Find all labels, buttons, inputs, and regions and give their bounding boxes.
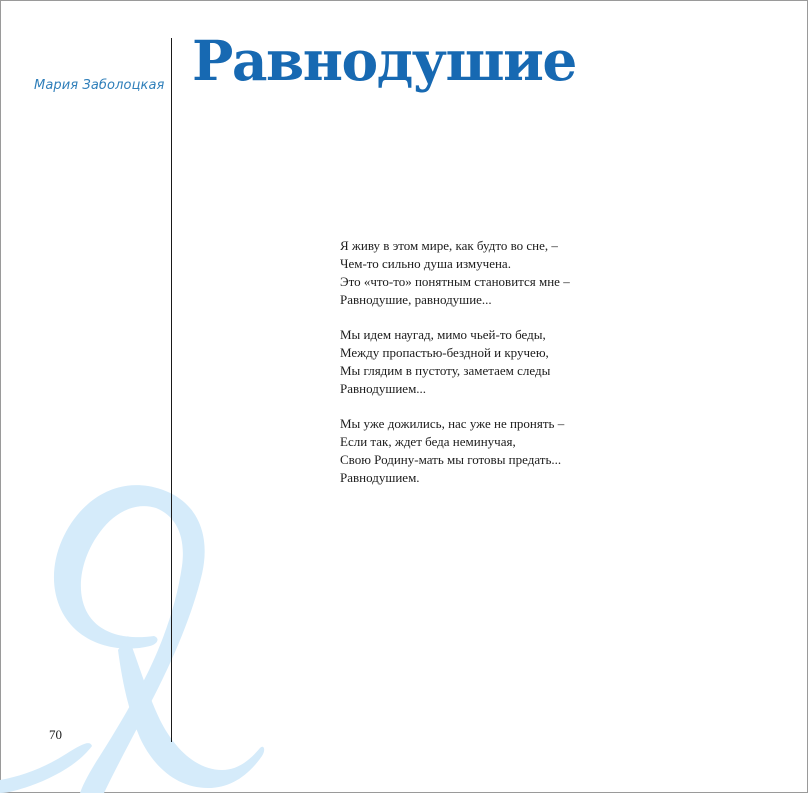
poem-body (340, 237, 570, 504)
poem-stanza-1 (340, 237, 570, 309)
page-bottom-margin (0, 793, 808, 809)
poem-stanza-2 (340, 326, 570, 398)
poem-line: Между пропастью-бездной и кручею, (340, 345, 549, 360)
poem-line: Равнодушие, равнодушие... (340, 292, 492, 307)
poem-line: Это «что-то» понятным становится мне – (340, 274, 570, 289)
poem-line: Мы уже дожились, нас уже не пронять – (340, 416, 565, 431)
poem-line: Мы глядим в пустоту, заметаем следы (340, 363, 551, 378)
poem-line: Я живу в этом мире, как будто во сне, – (340, 238, 558, 253)
decorative-letter-ya-shape (0, 470, 280, 793)
author-name: Мария Заболоцкая (34, 78, 165, 93)
poem-title: Равнодушие (192, 28, 576, 93)
poem-stanza-3 (340, 415, 570, 487)
vertical-divider (171, 38, 172, 742)
poem-line: Если так, ждет беда неминучая, (340, 434, 516, 449)
poem-line: Мы идем наугад, мимо чьей-то беды, (340, 327, 546, 342)
decorative-letter-ya (0, 470, 280, 793)
poem-line: Чем-то сильно душа измучена. (340, 256, 511, 271)
poem-line: Свою Родину-мать мы готовы предать... (340, 452, 562, 467)
poem-line: Равнодушием. (340, 470, 420, 485)
page-number: 70 (49, 727, 62, 742)
poem-line: Равнодушием... (340, 381, 427, 396)
